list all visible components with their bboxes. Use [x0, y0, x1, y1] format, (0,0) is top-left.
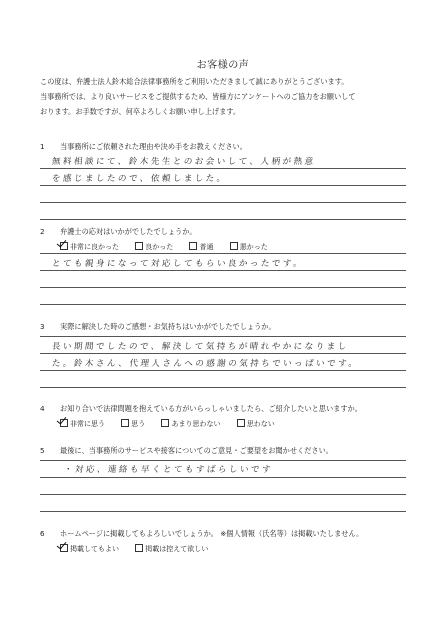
option-very-good[interactable]: [60, 242, 119, 252]
question-3: [40, 322, 276, 332]
question-text: 最後に、当事務所のサービスや接客についてのご意見・ご要望をお聞かせください。: [60, 446, 333, 455]
intro-line: おります。お手数ですが、何卒よろしくお願い申し上げます。: [40, 107, 241, 116]
checkbox-icon[interactable]: [161, 419, 169, 427]
option-label: あまり思わない: [171, 420, 221, 428]
question-4: [40, 404, 362, 414]
option-label: 非常に良かった: [70, 243, 119, 251]
question-number: 6: [40, 529, 45, 538]
option-label: 悪かった: [239, 243, 268, 251]
option-label: 非常に思う: [70, 420, 105, 428]
option-bad[interactable]: [230, 242, 268, 252]
question-text: 実際に解決した時のご感想・お気持ちはいかがでしたでしょうか。: [60, 322, 276, 331]
checkbox-icon[interactable]: [135, 242, 143, 250]
option-disagree[interactable]: [161, 419, 220, 429]
checkbox-icon[interactable]: [230, 242, 238, 250]
answer-line: [40, 304, 406, 305]
option-label: 掲載してもよい: [70, 545, 119, 553]
intro-line: 当事務所では、より良いサービスをご提供するため、皆様方にアンケートへのご協力をお願いして: [40, 92, 356, 101]
handwritten-answer: ・対応、連絡も早くとてもすばらしいです: [63, 465, 274, 475]
option-good[interactable]: [135, 242, 173, 252]
checkbox-checked-icon[interactable]: [60, 242, 68, 250]
checkbox-icon[interactable]: [189, 242, 197, 250]
question-number: 4: [40, 404, 45, 413]
question-text: 当事務所にご依頼された理由や決め手をお教えください。: [60, 142, 247, 151]
checkbox-checked-icon[interactable]: [60, 419, 68, 427]
options-q6: [60, 544, 222, 554]
question-text: ホームページに掲載してもよろしいでしょうか。 ※個人情報（氏名等）は掲載いたしません。: [60, 529, 364, 538]
answer-line: [40, 270, 406, 271]
answer-line: [40, 387, 406, 388]
handwritten-answer: 長い期間でしたので、解決して気持ちが晴れやかになりまし: [51, 342, 350, 352]
answer-line: [40, 460, 406, 461]
handwritten-answer: た。鈴木さん、代理人さんへの感謝の気持ちでいっぱいです。: [51, 359, 360, 369]
answer-line: [40, 185, 406, 186]
option-label: 思わない: [246, 420, 275, 428]
option-label: 普通: [199, 243, 214, 251]
question-6: [40, 529, 363, 539]
option-strongly-disagree[interactable]: [237, 419, 275, 429]
option-normal[interactable]: [189, 242, 213, 252]
option-decline-publish[interactable]: [135, 544, 208, 554]
option-strongly-agree[interactable]: [60, 419, 105, 429]
question-1: [40, 142, 247, 152]
checkbox-icon[interactable]: [237, 419, 245, 427]
page-title: お客様の声: [196, 60, 250, 71]
intro-line: この度は、弁護士法人鈴木総合法律事務所をご利用いただきまして誠にありがとうございます。: [40, 77, 349, 86]
question-number: 2: [40, 227, 45, 236]
options-q2: [60, 242, 282, 252]
answer-line: [40, 287, 406, 288]
question-5: [40, 446, 333, 456]
handwritten-answer: 無料相談にて、鈴木先生とのお会いして、人柄が熱意: [51, 157, 316, 167]
answer-line: [40, 511, 406, 512]
question-text: 弁護士の応対はいかがでしたでしょうか。: [60, 227, 197, 236]
option-label: 掲載は控えて欲しい: [145, 545, 209, 553]
option-allow-publish[interactable]: [60, 544, 119, 554]
answer-line: [40, 494, 406, 495]
answer-line: [40, 219, 406, 220]
checkbox-checked-icon[interactable]: [60, 544, 68, 552]
question-number: 5: [40, 446, 45, 455]
option-label: 思う: [131, 420, 146, 428]
answer-line: [40, 336, 406, 337]
handwritten-answer: を感じましたので、依頼しました。: [51, 174, 229, 184]
handwritten-answer: とても親身になって対応してもらい良かったです。: [51, 259, 305, 269]
question-number: 1: [40, 142, 45, 151]
answer-line: [40, 370, 406, 371]
options-q4: [60, 419, 289, 429]
answer-line: [40, 202, 406, 203]
answer-line: [40, 353, 406, 354]
checkbox-icon[interactable]: [135, 544, 143, 552]
answer-line: [40, 253, 406, 254]
checkbox-icon[interactable]: [121, 419, 129, 427]
option-agree[interactable]: [121, 419, 145, 429]
question-2: [40, 227, 197, 237]
question-number: 3: [40, 322, 45, 331]
intro-text: [40, 74, 412, 119]
answer-line: [40, 477, 406, 478]
option-label: 良かった: [145, 243, 174, 251]
answer-line: [40, 168, 406, 169]
question-text: お知り合いで法律問題を抱えている方がいらっしゃいましたら、ご紹介したいと思いますか。: [60, 404, 362, 413]
